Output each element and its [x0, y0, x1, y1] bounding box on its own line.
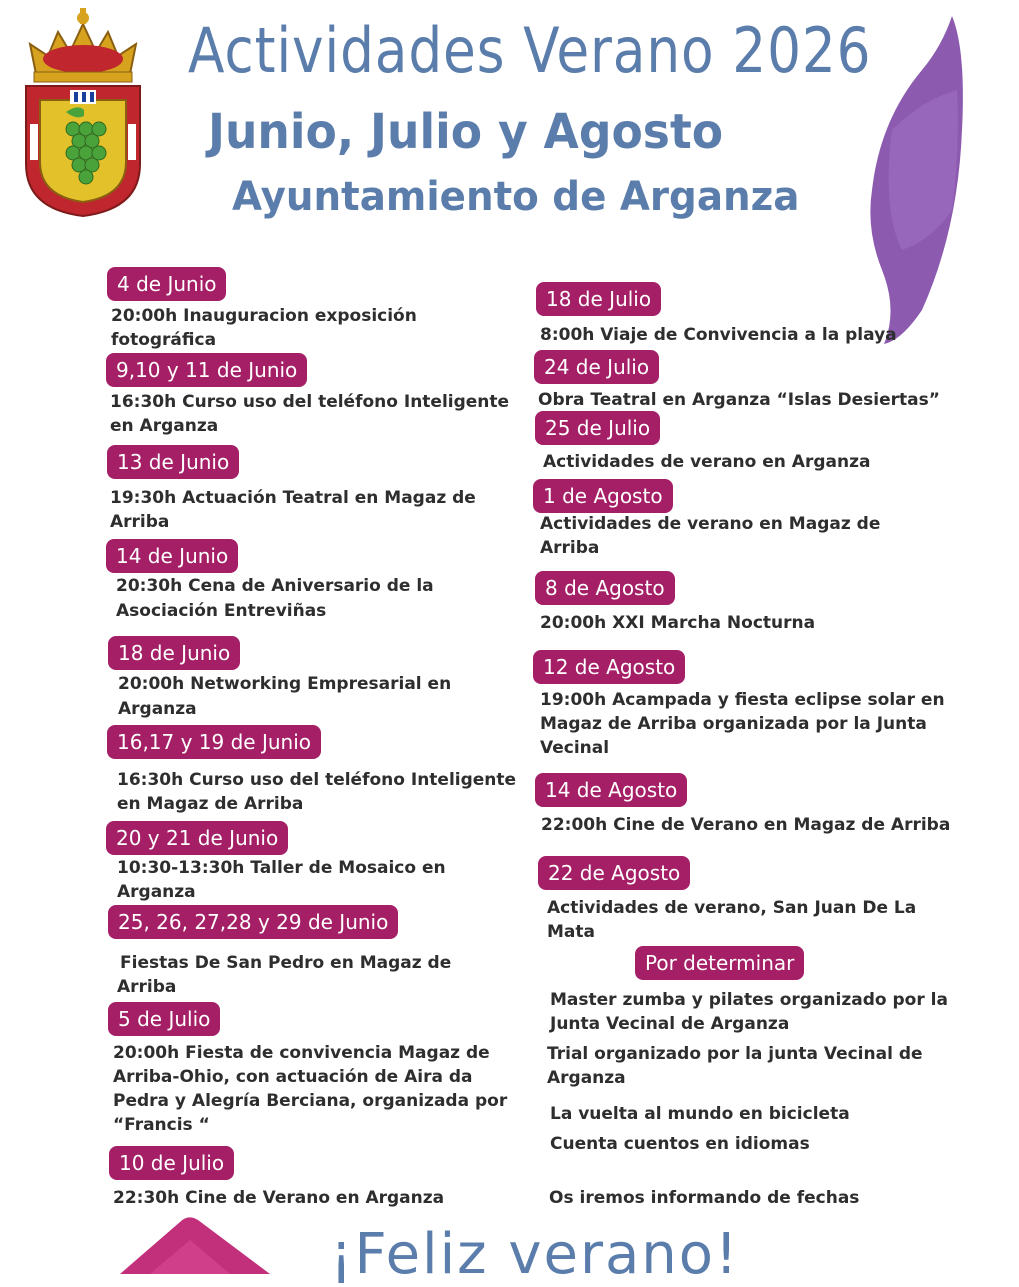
- event-description: 20:00h Fiesta de convivencia Magaz de: [113, 1043, 490, 1063]
- event-description: Actividades de verano en Magaz de: [540, 514, 881, 534]
- pending-activity: Arganza: [547, 1068, 626, 1088]
- event-description: 20:00h Inauguracion exposición: [111, 306, 417, 326]
- event-description: Obra Teatral en Arganza “Islas Desiertas”: [538, 390, 940, 410]
- page-subtitle-organizer: Ayuntamiento de Arganza: [232, 174, 800, 220]
- event-description: 19:00h Acampada y fiesta eclipse solar en: [540, 690, 945, 710]
- event-description: Arriba-Ohio, con actuación de Aira da: [113, 1067, 473, 1087]
- purple-leaf-decoration: [862, 10, 972, 350]
- event-date-badge: 5 de Julio: [108, 1002, 220, 1036]
- event-date-badge: 20 y 21 de Junio: [106, 821, 288, 855]
- event-description: en Magaz de Arriba: [117, 794, 304, 814]
- event-description: 16:30h Curso uso del teléfono Inteligente: [117, 770, 517, 790]
- event-description: Asociación Entreviñas: [116, 601, 327, 621]
- pending-activity: La vuelta al mundo en bicicleta: [550, 1104, 850, 1124]
- event-description: Mata: [547, 922, 595, 942]
- event-date-badge: 18 de Junio: [108, 636, 240, 670]
- event-description: Magaz de Arriba organizada por la Junta: [540, 714, 927, 734]
- event-description: 20:00h Networking Empresarial en: [118, 674, 452, 694]
- pending-activity: Junta Vecinal de Arganza: [550, 1014, 790, 1034]
- event-date-badge: 14 de Agosto: [535, 773, 687, 807]
- event-date-badge: 25 de Julio: [535, 411, 660, 445]
- event-date-badge: 18 de Julio: [536, 282, 661, 316]
- event-description: Arganza: [118, 699, 197, 719]
- event-description: 22:00h Cine de Verano en Magaz de Arriba: [541, 815, 951, 835]
- event-description: 20:00h XXI Marcha Nocturna: [540, 613, 816, 633]
- event-description: Arganza: [117, 882, 196, 902]
- event-description: Arriba: [110, 512, 170, 532]
- event-description: 22:30h Cine de Verano en Arganza: [113, 1188, 445, 1208]
- event-description: en Arganza: [110, 416, 219, 436]
- event-date-badge: 10 de Julio: [109, 1146, 234, 1180]
- event-date-badge: 9,10 y 11 de Junio: [106, 353, 307, 387]
- event-description: Arriba: [540, 538, 600, 558]
- event-date-badge: 8 de Agosto: [535, 571, 675, 605]
- pending-activity-note: Os iremos informando de fechas: [549, 1188, 860, 1208]
- page-title: Actividades Verano 2026: [188, 14, 872, 87]
- event-date-badge: 4 de Junio: [107, 267, 226, 301]
- event-date-badge: 22 de Agosto: [538, 856, 690, 890]
- event-date-badge: 24 de Julio: [534, 350, 659, 384]
- event-date-badge: 16,17 y 19 de Junio: [107, 725, 321, 759]
- event-date-badge: 12 de Agosto: [533, 650, 685, 684]
- pink-paper-decoration: [110, 1210, 280, 1274]
- pending-activity: Master zumba y pilates organizado por la: [550, 990, 948, 1010]
- event-description: 10:30-13:30h Taller de Mosaico en: [117, 858, 446, 878]
- event-description: “Francis “: [113, 1115, 210, 1135]
- page-subtitle-months: Junio, Julio y Agosto: [208, 104, 724, 160]
- event-description: Actividades de verano en Arganza: [543, 452, 871, 472]
- footer-greeting: ¡Feliz verano!: [330, 1222, 740, 1287]
- event-date-badge: 14 de Junio: [106, 539, 238, 573]
- event-description: Vecinal: [540, 738, 610, 758]
- event-description: 20:30h Cena de Aniversario de la: [116, 576, 434, 596]
- event-description: Arriba: [117, 977, 177, 997]
- event-description: Pedra y Alegría Berciana, organizada por: [113, 1091, 508, 1111]
- event-description: fotográfica: [111, 330, 217, 350]
- event-date-badge: 25, 26, 27,28 y 29 de Junio: [108, 905, 398, 939]
- event-description: 16:30h Curso uso del teléfono Inteligente: [110, 392, 510, 412]
- event-date-badge: 13 de Junio: [107, 445, 239, 479]
- event-date-badge: 1 de Agosto: [533, 479, 673, 513]
- pending-activity: Trial organizado por la junta Vecinal de: [547, 1044, 923, 1064]
- pending-activity: Cuenta cuentos en idiomas: [550, 1134, 810, 1154]
- event-description: Actividades de verano, San Juan De La: [547, 898, 917, 918]
- arganza-coat-of-arms-logo: [18, 4, 148, 218]
- event-description: 8:00h Viaje de Convivencia a la playa: [540, 325, 897, 345]
- event-date-badge: Por determinar: [635, 946, 804, 980]
- event-description: Fiestas De San Pedro en Magaz de: [120, 953, 452, 973]
- event-description: 19:30h Actuación Teatral en Magaz de: [110, 488, 476, 508]
